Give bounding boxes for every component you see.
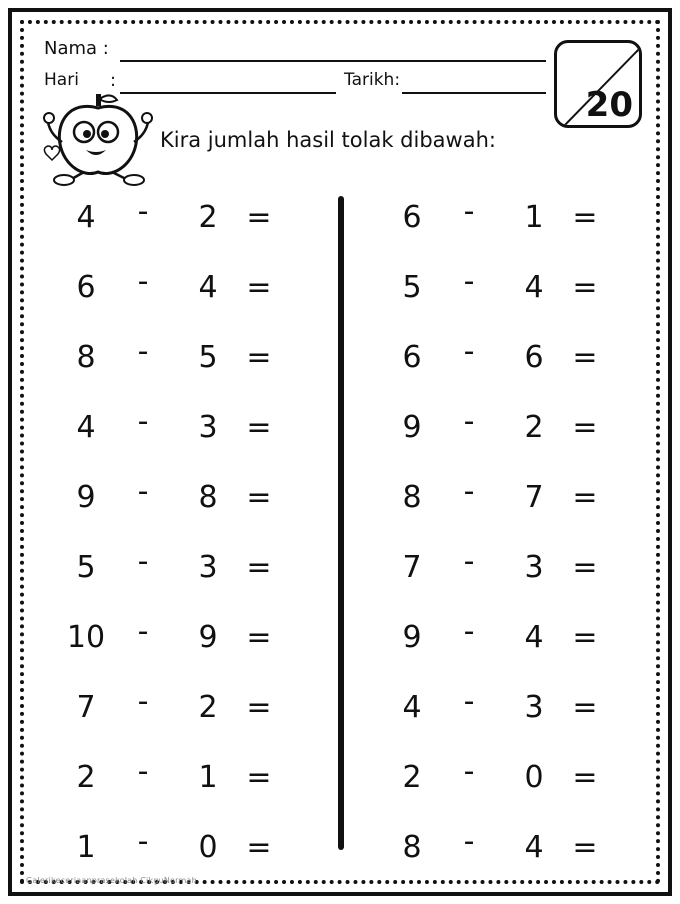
subtrahend: 5 [198, 340, 218, 375]
minuend: 9 [76, 480, 96, 515]
name-label: Nama : [44, 38, 109, 59]
minuend: 6 [402, 340, 422, 375]
subtrahend: 7 [524, 480, 544, 515]
problem-row [20, 538, 340, 608]
subtrahend: 4 [198, 270, 218, 305]
equals-sign: = [246, 760, 272, 795]
problem-row [346, 538, 666, 608]
minus-sign: - [137, 194, 149, 229]
equals-sign: = [246, 200, 272, 235]
equals-sign: = [246, 410, 272, 445]
footer-credit: Galerikeceriaanprasekolah CikguNormah [26, 876, 197, 885]
problem-row [20, 468, 340, 538]
subtrahend: 3 [198, 410, 218, 445]
minus-sign: - [137, 334, 149, 369]
problem-row [20, 328, 340, 398]
equals-sign: = [246, 480, 272, 515]
minuend: 8 [76, 340, 96, 375]
equals-sign: = [572, 550, 598, 585]
minuend: 8 [402, 480, 422, 515]
minuend: 9 [402, 410, 422, 445]
minus-sign: - [137, 544, 149, 579]
name-field[interactable] [120, 60, 546, 62]
subtrahend: 4 [524, 830, 544, 865]
minus-sign: - [463, 404, 475, 439]
minus-sign: - [137, 264, 149, 299]
minuend: 1 [76, 830, 96, 865]
equals-sign: = [246, 340, 272, 375]
day-label: Hari [44, 70, 79, 90]
minuend: 2 [76, 760, 96, 795]
equals-sign: = [572, 340, 598, 375]
date-label: Tarikh: [344, 70, 401, 90]
minus-sign: - [463, 474, 475, 509]
date-field[interactable] [402, 92, 546, 94]
problem-row [20, 678, 340, 748]
problem-row [20, 608, 340, 678]
equals-sign: = [572, 760, 598, 795]
minus-sign: - [137, 824, 149, 859]
equals-sign: = [572, 410, 598, 445]
minuend: 5 [402, 270, 422, 305]
minus-sign: - [137, 404, 149, 439]
minus-sign: - [137, 754, 149, 789]
equals-sign: = [246, 270, 272, 305]
minus-sign: - [463, 194, 475, 229]
minuend: 4 [76, 200, 96, 235]
minus-sign: - [463, 544, 475, 579]
equals-sign: = [572, 480, 598, 515]
minuend: 4 [402, 690, 422, 725]
equals-sign: = [572, 200, 598, 235]
problem-row [346, 818, 666, 888]
score-total: 20 [585, 85, 633, 125]
minuend: 10 [66, 620, 106, 655]
minus-sign: - [463, 754, 475, 789]
equals-sign: = [246, 550, 272, 585]
problem-row [20, 258, 340, 328]
equals-sign: = [572, 830, 598, 865]
minuend: 6 [76, 270, 96, 305]
minus-sign: - [137, 614, 149, 649]
apple-character-icon [40, 92, 156, 188]
problem-row [346, 188, 666, 258]
minus-sign: - [137, 684, 149, 719]
subtrahend: 2 [198, 200, 218, 235]
problem-row [346, 678, 666, 748]
problems-left-column [20, 188, 340, 888]
subtrahend: 9 [198, 620, 218, 655]
minuend: 6 [402, 200, 422, 235]
subtrahend: 2 [198, 690, 218, 725]
equals-sign: = [246, 620, 272, 655]
problem-row [346, 328, 666, 398]
minuend: 4 [76, 410, 96, 445]
minus-sign: - [463, 614, 475, 649]
subtrahend: 4 [524, 270, 544, 305]
problem-row [20, 748, 340, 818]
problem-row [346, 258, 666, 328]
problem-row [20, 398, 340, 468]
minus-sign: - [137, 474, 149, 509]
minuend: 8 [402, 830, 422, 865]
problem-row [346, 398, 666, 468]
equals-sign: = [572, 690, 598, 725]
problem-row [20, 188, 340, 258]
subtrahend: 0 [524, 760, 544, 795]
subtrahend: 1 [524, 200, 544, 235]
problem-row [346, 748, 666, 818]
subtrahend: 3 [524, 690, 544, 725]
subtrahend: 0 [198, 830, 218, 865]
subtrahend: 4 [524, 620, 544, 655]
subtrahend: 3 [198, 550, 218, 585]
problems-right-column [346, 188, 666, 888]
subtrahend: 1 [198, 760, 218, 795]
subtrahend: 2 [524, 410, 544, 445]
minuend: 2 [402, 760, 422, 795]
equals-sign: = [572, 620, 598, 655]
minuend: 7 [76, 690, 96, 725]
problem-row [346, 468, 666, 538]
minus-sign: - [463, 264, 475, 299]
minus-sign: - [463, 824, 475, 859]
subtrahend: 8 [198, 480, 218, 515]
equals-sign: = [246, 690, 272, 725]
minus-sign: - [463, 684, 475, 719]
equals-sign: = [246, 830, 272, 865]
problem-row [346, 608, 666, 678]
score-box[interactable] [554, 40, 642, 128]
minus-sign: - [463, 334, 475, 369]
minuend: 9 [402, 620, 422, 655]
subtrahend: 3 [524, 550, 544, 585]
subtrahend: 6 [524, 340, 544, 375]
minuend: 5 [76, 550, 96, 585]
instruction-text: Kira jumlah hasil tolak dibawah: [160, 128, 496, 152]
minuend: 7 [402, 550, 422, 585]
day-colon: : [110, 70, 117, 91]
equals-sign: = [572, 270, 598, 305]
